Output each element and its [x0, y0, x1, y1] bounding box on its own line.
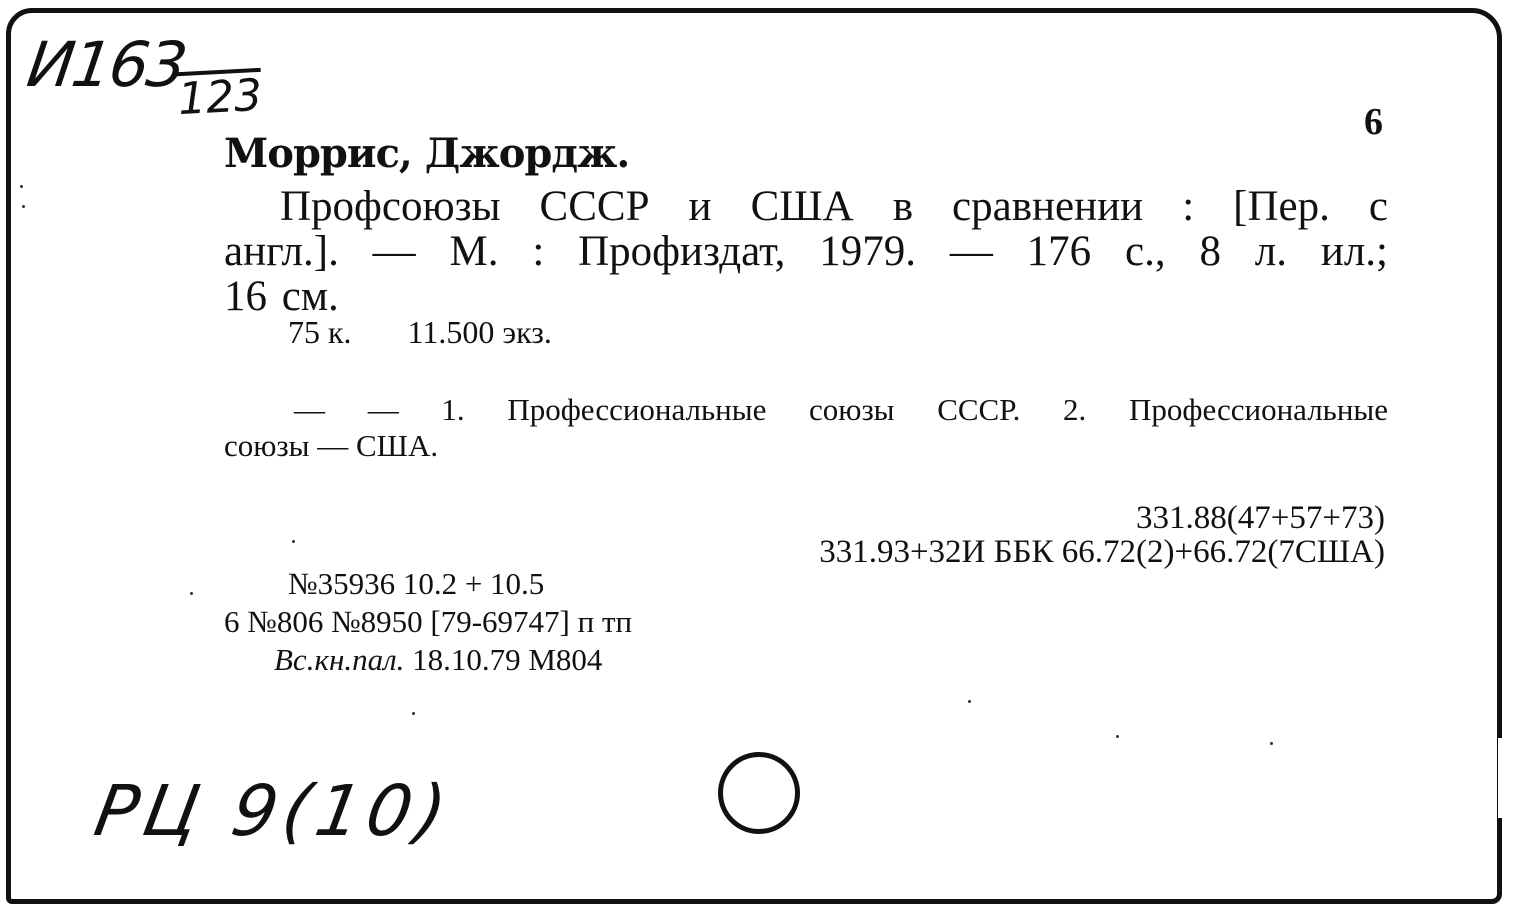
speck [22, 205, 25, 208]
speck [412, 712, 415, 715]
price: 75 к. [288, 314, 352, 350]
speck [292, 540, 295, 543]
handwritten-shelfmark-sub: 123 [176, 69, 264, 126]
card-border-gap [1498, 738, 1510, 818]
speck [968, 700, 971, 703]
subject-line: союзы — США. [224, 428, 439, 463]
author-heading: Моррис, Джордж. [224, 130, 630, 177]
title-line: 16 см. [224, 273, 339, 320]
classification-bbk: 331.93+32И ББК 66.72(2)+66.72(7США) [819, 534, 1385, 570]
print-run: 11.500 экз. [407, 314, 552, 350]
catalog-code-line: 6 №806 №8950 [79-69747] п тп [224, 604, 633, 639]
speck [20, 185, 23, 188]
card-number: 6 [1364, 101, 1383, 143]
catalog-code-line [274, 642, 602, 678]
title-line: англ.]. — М. : Профиздат, 1979. — 176 с., 8 л. ил.; [224, 228, 1388, 275]
title-description [224, 184, 1388, 319]
speck [1116, 735, 1119, 738]
card-punch-hole [718, 752, 800, 834]
catalog-code-line: №35936 10.2 + 10.5 [288, 566, 545, 601]
speck [1270, 742, 1273, 745]
subject-headings [224, 392, 1388, 464]
chamber-abbrev: Вс.кн.пал. [274, 642, 405, 677]
title-line: Профсоюзы СССР и США в сравнении : [Пер. с [280, 183, 1388, 230]
handwritten-shelfmark: И163 [22, 28, 190, 101]
price-line [288, 314, 600, 351]
speck [190, 592, 193, 595]
classification-udc: 331.88(47+57+73) [1136, 500, 1385, 536]
subject-line: — — 1. Профессиональные союзы СССР. 2. Профессиональные [294, 392, 1388, 427]
chamber-date: 18.10.79 М804 [412, 642, 603, 677]
handwritten-note: РЦ 9(10) [88, 770, 459, 852]
